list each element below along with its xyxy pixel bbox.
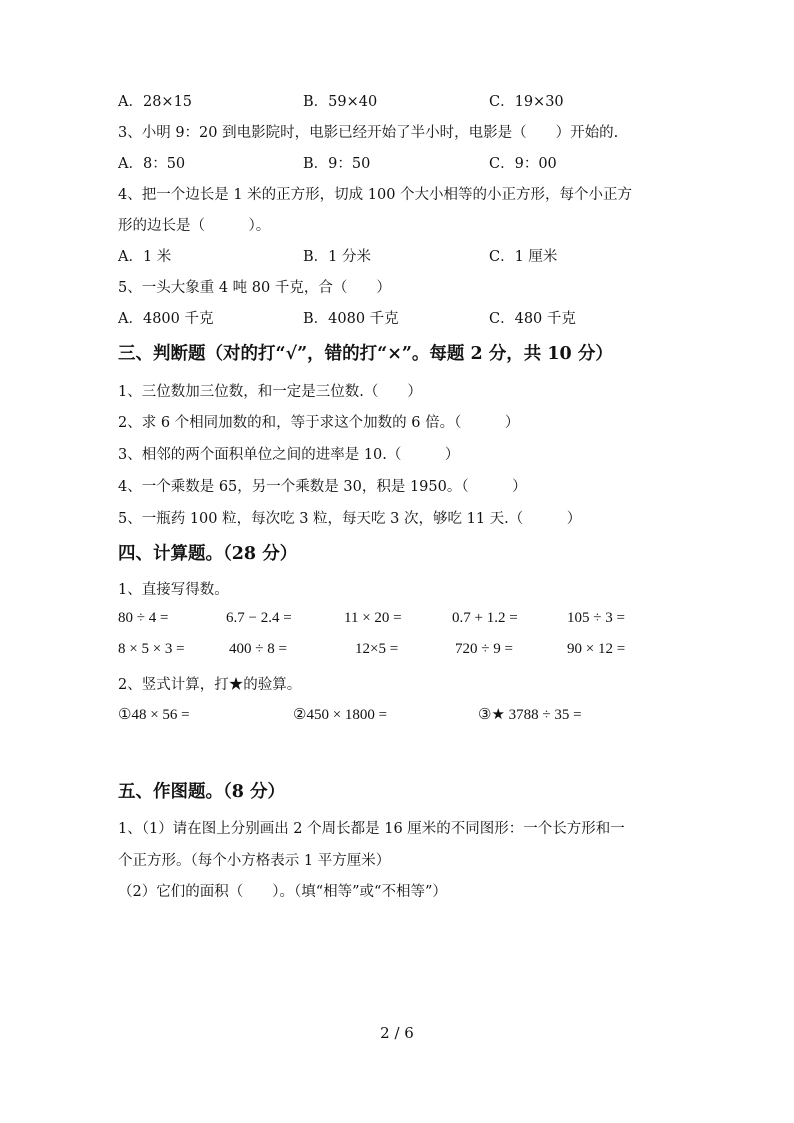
section5-title: 五、作图题。（8 分） xyxy=(118,782,286,802)
vertical-calc-3: ③★ 3788 ÷ 35 = xyxy=(478,707,582,723)
drawing-q1-line2: 个正方形。（每个小方格表示 1 平方厘米） xyxy=(118,853,391,869)
calc-r1-3: 11 × 20 = xyxy=(344,610,402,626)
calc-r2-3: 12×5 = xyxy=(355,641,399,657)
section4-title: 四、计算题。（28 分） xyxy=(118,544,298,564)
judge-item-2: 2、求 6 个相同加数的和，等于求这个加数的 6 倍。（ ） xyxy=(118,415,520,431)
calc-sub1: 1、直接写得数。 xyxy=(118,582,229,598)
judge-item-4: 4、一个乘数是 65，另一个乘数是 30，积是 1950。（ ） xyxy=(118,479,527,495)
q3-option-b: B．9：50 xyxy=(303,156,371,172)
calc-r2-5: 90 × 12 = xyxy=(567,641,626,657)
q5-option-b: B．4080 千克 xyxy=(303,311,399,327)
q3-option-a: A．8：50 xyxy=(118,156,186,172)
calc-r2-4: 720 ÷ 9 = xyxy=(455,641,513,657)
q4-option-c: C．1 厘米 xyxy=(489,249,558,265)
q4-question-line2: 形的边长是（ ）。 xyxy=(118,218,271,234)
calc-r1-1: 80 ÷ 4 = xyxy=(118,610,169,626)
calc-r1-2: 6.7 − 2.4 = xyxy=(226,610,292,626)
q4-question-line1: 4、把一个边长是 1 米的正方形，切成 100 个大小相等的小正方形，每个小正方 xyxy=(118,187,633,203)
q2-option-c: C．19×30 xyxy=(489,94,564,110)
judge-item-1: 1、三位数加三位数，和一定是三位数.（ ） xyxy=(118,384,422,400)
vertical-calc-1: ①48 × 56 = xyxy=(118,707,190,723)
vertical-calc-2: ②450 × 1800 = xyxy=(293,707,388,723)
calc-sub2: 2、竖式计算，打★的验算。 xyxy=(118,677,302,693)
q2-option-a: A．28×15 xyxy=(118,94,193,110)
judge-item-3: 3、相邻的两个面积单位之间的进率是 10.（ ） xyxy=(118,447,460,463)
q5-option-a: A．4800 千克 xyxy=(118,311,214,327)
calc-r2-1: 8 × 5 × 3 = xyxy=(118,641,185,657)
calc-r2-2: 400 ÷ 8 = xyxy=(229,641,287,657)
judge-item-5: 5、一瓶药 100 粒，每次吃 3 粒，每天吃 3 次，够吃 11 天.（ ） xyxy=(118,511,582,527)
q2-option-b: B．59×40 xyxy=(303,94,378,110)
q4-option-a: A．1 米 xyxy=(118,249,172,265)
page-number: 2 / 6 xyxy=(380,1024,414,1042)
q3-question: 3、小明 9：20 到电影院时，电影已经开始了半小时，电影是（ ）开始的. xyxy=(118,125,619,141)
drawing-q1-line3: （2）它们的面积（ ）。（填“相等”或“不相等”） xyxy=(118,884,447,900)
q5-question: 5、一头大象重 4 吨 80 千克，合（ ） xyxy=(118,280,391,296)
calc-r1-5: 105 ÷ 3 = xyxy=(567,610,625,626)
drawing-q1-line1: 1、（1）请在图上分别画出 2 个周长都是 16 厘米的不同图形：一个长方形和一 xyxy=(118,821,625,837)
section3-title: 三、判断题（对的打“√”，错的打“×”。每题 2 分，共 10 分） xyxy=(118,344,613,364)
q5-option-c: C．480 千克 xyxy=(489,311,576,327)
calc-r1-4: 0.7 + 1.2 = xyxy=(452,610,518,626)
q3-option-c: C．9：00 xyxy=(489,156,557,172)
q4-option-b: B．1 分米 xyxy=(303,249,371,265)
